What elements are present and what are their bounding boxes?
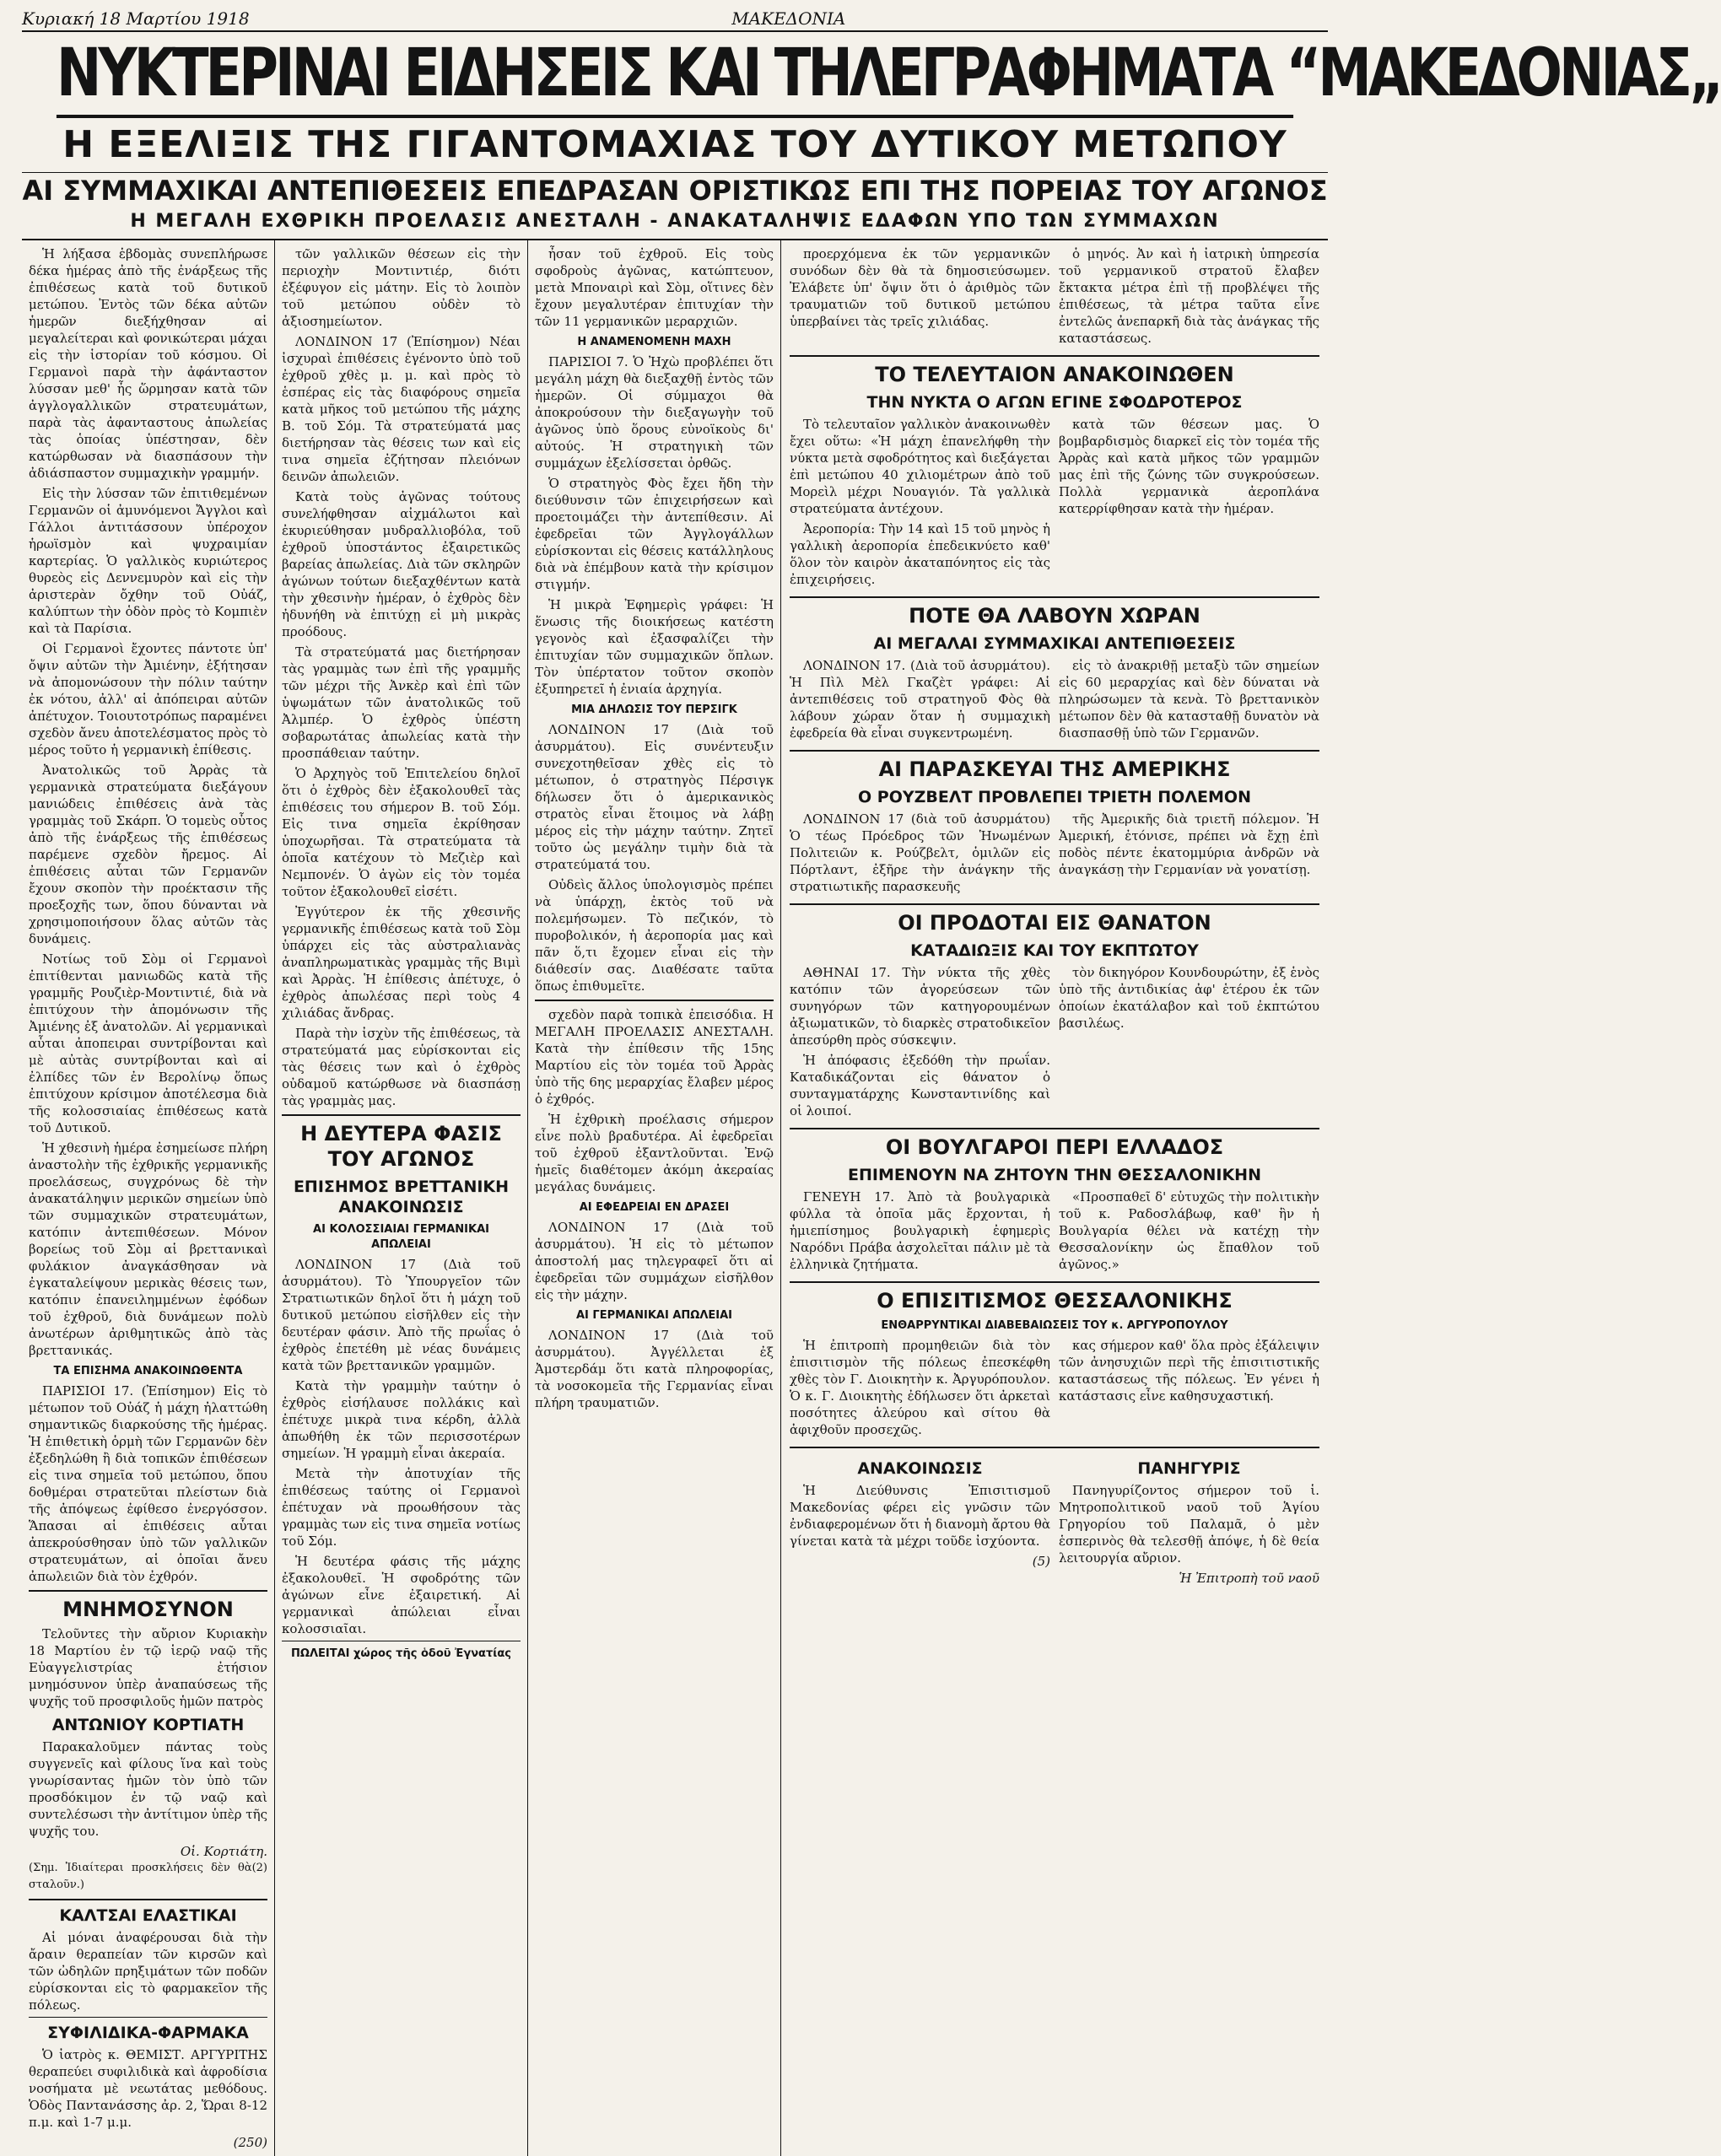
section-title: ΑΙ ΓΕΡΜΑΝΙΚΑΙ ΑΠΩΛΕΙΑΙ xyxy=(576,1309,732,1322)
article-paragraph: Ἀνατολικῶς τοῦ Ἀρρὰς τὰ γερμανικὰ στρατεύματα διεξάγουν μανιώδεις ἐπιθέσεις ἀνὰ τὰς γραμμὰς τοῦ Σκάρπ. Ὁ τομεὺς οὗτος ἀπὸ τῆς ἐνάρξεως τῆς ἐπιθέσεως παρέμενε σχεδὸν ἤρεμος. Αἱ ἐπιθέσεις αὗται τῶν Γερμανῶν ἔχουν σκοπὸν τὴν προέκτασιν τῆς προεξοχῆς των, ὅπου δύνανται νὰ χρησιμοποιήσουν ὅλας αὐτῶν τὰς δυνάμεις. xyxy=(29,763,267,946)
announcement-number: (5) xyxy=(1032,1554,1050,1569)
article-paragraph: κατὰ τῶν θέσεων μας. Ὁ βομβαρδισμὸς διαρκεῖ εἰς τὸν τομέα τῆς Ἀρρὰς καὶ κατὰ μῆκος τῶν γραμμῶν μας ἐπὶ τῆς ζώνης τῶν συγκρούσεων. Πολλὰ γερμανικὰ ἀεροπλάνα κατερρίφθησαν κατὰ τὴν ἡμέραν. xyxy=(1059,417,1319,516)
ad-title: ΚΑΛΤΣΑΙ ΕΛΑΣΤΙΚΑΙ xyxy=(59,1906,237,1925)
festival-box xyxy=(1059,1453,1319,1587)
issue-date: Κυριακή 18 Μαρτίου 1918 xyxy=(22,8,250,29)
section-title: Η ΔΕΥΤΕΡΑ ΦΑΣΙΣ ΤΟΥ ΑΓΩΝΟΣ xyxy=(300,1122,502,1171)
section-title: ΠΑΝΗΓΥΡΙΣ xyxy=(1137,1459,1241,1478)
article-paragraph: τὸν δικηγόρον Κουνδουρώτην, ἐξ ἑνὸς ὑπὸ τῆς ἀντιδικίας ἀφ' ἑτέρου ἐκ τῶν ὁποίων ἐκατάλαβον καὶ τοῦ ἐκπτώτου βασιλέως. xyxy=(1059,965,1319,1031)
article-paragraph: τῶν γαλλικῶν θέσεων εἰς τὴν περιοχὴν Μοντιντιέρ, διότι ἐξέφυγον εἰς μάτην. Εἰς τὸ λοιπὸν τοῦ μετώπου οὐδὲν τὸ ἀξιοσημείωτον. xyxy=(282,246,521,329)
section-subtitle: Ο ΡΟΥΖΒΕΛΤ ΠΡΟΒΛΕΠΕΙ ΤΡΙΕΤΗ ΠΟΛΕΜΟΝ xyxy=(858,788,1251,806)
ad-text: Αἱ μόναι ἀναφέρουσαι διὰ τὴν ἄραιν θεραπείαν τῶν κιρσῶν καὶ τῶν ὠδηλῶν πρηξιμάτων τῶν ποδῶν εὑρίσκονται εἰς τὸ φαρμακεῖον τῆς πόλεως. xyxy=(29,1930,267,2013)
article-paragraph: Τὰ στρατεύματά μας διετήρησαν τὰς γραμμὰς των ἐπὶ τῆς γραμμῆς τῶν μέχρι τῆς Ἀνκὲρ καὶ ἐπὶ τῶν ὑψωμάτων τῶν ἀνατολικῶς τοῦ Ἀλμπέρ. Ὁ ἐχθρὸς ὑπέστη σοβαρωτάτας ἀπωλείας κατὰ τὴν προσπάθειαν ταύτην. xyxy=(282,644,521,761)
article-paragraph: κας σήμερον καθ' ὅλα πρὸς ἐξάλειψιν τῶν ἀνησυχιῶν περὶ τῆς ἐπισιτιστικῆς καταστάσεως τῆς πόλεως. Ἐν γένει ἡ κατάστασις εἶνε καθησυχαστική. xyxy=(1059,1338,1319,1404)
section-title: ΑΙ ΕΦΕΔΡΕΙΑΙ ΕΝ ΔΡΑΣΕΙ xyxy=(579,1201,730,1214)
sub-headline: ΑΙ ΣΥΜΜΑΧΙΚΑΙ ΑΝΤΕΠΙΘΕΣΕΙΣ ΕΠΕΔΡΑΣΑΝ ΟΡΙΣΤΙΚΩΣ ΕΠΙ ΤΗΣ ΠΟΡΕΙΑΣ ΤΟΥ ΑΓΩΝΟΣ xyxy=(22,175,1328,207)
section-subtitle: ΤΗΝ ΝΥΚΤΑ Ο ΑΓΩΝ ΕΓΙΝΕ ΣΦΟΔΡΟΤΕΡΟΣ xyxy=(866,393,1243,412)
article-paragraph: Ἡ ἐπιτροπὴ προμηθειῶν διὰ τὸν ἐπισιτισμὸν τῆς πόλεως ἐπεσκέφθη χθὲς τὸν Γ. Διοικητὴν κ. Ἀργυρόπουλον. Ὁ κ. Γ. Διοικητὴς ἐδήλωσεν ὅτι ἀρκεταὶ ποσότητες ἀλεύρου καὶ σίτου θὰ ἀφιχθοῦν προσεχῶς. xyxy=(790,1338,1050,1437)
article-paragraph: Ἐγγύτερον ἐκ τῆς χθεσινῆς γερμανικῆς ἐπιθέσεως κατὰ τοῦ Σὸμ ὑπάρχει εἰς τὰς αὐστραλιανὰς ἀναπληρωματικὰς γραμμὰς τῆς Βιμὶ καὶ Ἀρρὰς. Ἡ ἐπίθεσις ἀπέτυχε, ὁ ἐχθρὸς ἀπωλέσας περὶ τοὺς 4 χιλιάδας ἄνδρας. xyxy=(282,904,521,1021)
article-paragraph: ΑΘΗΝΑΙ 17. Τὴν νύκτα τῆς χθὲς κατόπιν τῶν ἀγορεύσεων τῶν συνηγόρων τῶν κατηγορουμένων ἀξιωματικῶν, τὸ διαρκὲς στρατοδικεῖον ἀπεσύρθη πρὸς σύσκεψιν. xyxy=(790,965,1050,1048)
column-2 xyxy=(275,240,528,2156)
article-paragraph: Νοτίως τοῦ Σὸμ οἱ Γερμανοὶ ἐπιτίθενται μανιωδῶς κατὰ τῆς γραμμῆς Ρουζιὲρ-Μοντιντιέ, διὰ νὰ ἐπιτύχουν τὴν ἀπομόνωσιν τῆς Ἀμιένης ἐξ ἀνατολῶν. Αἱ γερμανικαὶ αὗται ἀποπειραι συντρίβονται καὶ μὲ αὐτὰς συντρίβονται καὶ αἱ ἐλπίδες τῶν ἐν Βερολίνῳ ὅπως ἐπιτύχουν κρίσιμον ἀποτέλεσμα διὰ τῆς κολοσσιαίας ἐπιθέσεως κατὰ τοῦ Δυτικοῦ. xyxy=(29,951,267,1135)
article-paragraph: ΠΑΡΙΣΙΟΙ 7. Ὁ Ἠχὼ προβλέπει ὅτι μεγάλη μάχη θὰ διεξαχθῇ ἐντὸς τῶν ἡμερῶν. Οἱ σύμμαχοι θὰ ἀποκρούσουν τὴν διεξαγωγὴν τοῦ ἀγῶνος ὑπὸ ὅρους εὐνοϊκοὺς δι' αὐτούς. Ἡ στρατηγικὴ τῶν συμμάχων ἐξελίσσεται ὀρθῶς. xyxy=(535,354,774,471)
article-paragraph: Μετὰ τὴν ἀποτυχίαν τῆς ἐπιθέσεως ταύτης οἱ Γερμανοὶ ἐπέτυχαν νὰ προωθήσουν τὰς γραμμὰς των εἰς τινα σημεῖα νοτίως τοῦ Σόμ. xyxy=(282,1466,521,1549)
section-subtitle: ΕΝΘΑΡΡΥΝΤΙΚΑΙ ΔΙΑΒΕΒΑΙΩΣΕΙΣ ΤΟΥ κ. ΑΡΓΥΡΟΠΟΥΛΟΥ xyxy=(881,1319,1228,1332)
article-paragraph: Ἡ μικρὰ Ἐφημερὶς γράφει: Ἡ ἕνωσις τῆς διοικήσεως κατέστη γεγονὸς καὶ ἐξασφαλίζει τὴν ἐπιτυχίαν τῶν συμμαχικῶν ὅπλων. Τὸν ὑπέρτατον τοῦτον σκοπὸν ἐξυπηρετεῖ ἡ ἐνιαία ἀρχηγία. xyxy=(535,597,774,697)
notice: ΠΩΛΕΙΤΑΙ χώρος τῆς ὁδοῦ Ἐγνατίας xyxy=(291,1647,511,1660)
article-paragraph: ΛΟΝΔΙΝΟΝ 17 (Διὰ τοῦ ἀσυρμάτου). Ἀγγέλλεται ἐξ Ἀμστερδάμ ὅτι κατὰ πληροφορίας, τὰ νοσοκομεῖα τῆς Γερμανίας εἶναι πλήρη τραυματιῶν. xyxy=(535,1328,774,1410)
article-paragraph: ΓΕΝΕΥΗ 17. Ἀπὸ τὰ βουλγαρικὰ φύλλα τὰ ὁποῖα μᾶς ἔρχονται, ἡ ἡμιεπίσημος βουλγαρικὴ ἐφημερὶς Ναρόδνι Πράβα ἀσχολεῖται πάλιν μὲ τὰ ἑλληνικὰ ζητήματα. xyxy=(790,1189,1050,1272)
article-paragraph: προερχόμενα ἐκ τῶν γερμανικῶν συνόδων δὲν θὰ τὰ δημοσιεύσωμεν. Ἐλάβετε ὑπ' ὄψιν ὅτι ὁ ἀριθμὸς τῶν τραυματιῶν τοῦ δυτικοῦ μετώπου ὑπερβαίνει τὰς τρεῖς χιλιάδας. xyxy=(790,246,1050,329)
article-paragraph: Ἡ δευτέρα φάσις τῆς μάχης ἐξακολουθεῖ. Ἡ σφοδρότης τῶν ἀγώνων εἶνε ἐξαιρετική. Αἱ γερμανικαὶ ἀπώλειαι εἶναι κολοσσιαῖαι. xyxy=(282,1554,521,1636)
section-subtitle: ΕΠΙΜΕΝΟΥΝ ΝΑ ΖΗΤΟΥΝ ΤΗΝ ΘΕΣΣΑΛΟΝΙΚΗΝ xyxy=(848,1166,1261,1184)
ad-number: (250) xyxy=(233,2135,267,2150)
article-paragraph: ΛΟΝΔΙΝΟΝ 17 (Διὰ τοῦ ἀσυρμάτου). Ἡ εἰς τὸ μέτωπον ἀποστολή μας τηλεγραφεῖ ὅτι αἱ ἐφεδρεῖαι τῶν συμμάχων εἰσῆλθον εἰς τὴν μάχην. xyxy=(535,1220,774,1302)
main-headline: Η ΕΞΕΛΙΞΙΣ ΤΗΣ ΓΙΓΑΝΤΟΜΑΧΙΑΣ ΤΟΥ ΔΥΤΙΚΟΥ ΜΕΤΩΠΟΥ xyxy=(22,118,1328,173)
section-title: ΤΟ ΤΕΛΕΥΤΑΙΟΝ ΑΝΑΚΟΙΝΩΘΕΝ xyxy=(875,363,1234,386)
article-paragraph: Οἱ Γερμανοὶ ἔχοντες πάντοτε ὑπ' ὄψιν αὐτῶν τὴν Ἀμιένην, ἐξήτησαν νὰ ἀπομονώσουν τὴν πόλιν ταύτην ἐκ νότου, ἀλλ' αἱ ἀπόπειραι αὐτῶν ἀπέτυχον. Τοιουτοτρόπως παραμένει σχεδὸν ἄνευ ἀποτελέσματος πρὸς τὸ μέρος τοῦτο ἡ γερμανικὴ ἐπίθεσις. xyxy=(29,641,267,757)
sub-sub-headline: Η ΜΕΓΑΛΗ ΕΧΘΡΙΚΗ ΠΡΟΕΛΑΣΙΣ ΑΝΕΣΤΑΛΗ - ΑΝΑΚΑΤΑΛΗΨΙΣ ΕΔΑΦΩΝ ΥΠΟ ΤΩΝ ΣΥΜΜΑΧΩΝ xyxy=(22,208,1328,240)
paper-name: ΜΑΚΕΔΟΝΙΑ xyxy=(731,8,846,29)
article-paragraph: εἰς τὸ ἀνακριθῇ μεταξὺ τῶν σημείων εἰς 60 μεραρχίας καὶ δὲν δύναται νὰ πληρώσωμεν τὰ κενὰ. Τὸ βρεττανικὸν μέτωπον δὲν θὰ κατασταθῇ δυνατὸν νὰ διασπασθῇ ὑπὸ τῶν Γερμανῶν. xyxy=(1059,658,1319,741)
announcement-box xyxy=(790,1453,1050,1587)
article-paragraph: Κατὰ τὴν γραμμὴν ταύτην ὁ ἐχθρὸς εἰσήλαυσε πολλάκις καὶ ἐπέτυχε μικρὰ τινα κέρδη, ἀλλὰ ἀπωθήθη ἐκ τῶν περισσοτέρων σημείων. Ἡ γραμμὴ εἶναι ἀκεραία. xyxy=(282,1378,521,1461)
article-paragraph: ΠΑΡΙΣΙΟΙ 17. (Ἐπίσημον) Εἰς τὸ μέτωπον τοῦ Οὐάζ ἡ μάχη ἠλαττώθη σημαντικῶς διαρκούσης τῆς ἡμέρας. Ἡ ἐπιθετικὴ ὁρμὴ τῶν Γερμανῶν δὲν ἐξεδηλώθη ἢ διὰ τοπικῶν ἐπιθέσεων εἰς τινα σημεῖα τοῦ μετώπου, ὅπου δοθμέραι στρατεῦται πλείστων διὰ τῆς ἀπόψεως ἐφίθεσο ἐνεργόσσον. Ἅπασαι αἱ ἐπιθέσεις αὗται ἀπεκρούσθησαν ὑπὸ τῶν γαλλικῶν στρατευμάτων, αἱ ὁποῖαι ἄνευ ἀπωλειῶν διὰ τὸν ἐχθρόν. xyxy=(29,1383,267,1584)
column-4 xyxy=(781,240,1328,2156)
section-title: Η ΑΝΑΜΕΝΟΜΕΝΗ ΜΑΧΗ xyxy=(577,336,731,348)
ad-title: ΣΥΦΙΛΙΔΙΚΑ-ΦΑΡΜΑΚΑ xyxy=(47,2024,249,2042)
masthead: ΝΥΚΤΕΡΙΝΑΙ ΕΙΔΗΣΕΙΣ ΚΑΙ ΤΗΛΕΓΡΑΦΗΜΑΤΑ “ΜΑΚΕΔΟΝΙΑΣ„ xyxy=(57,32,1293,118)
section-subtitle: ΕΠΙΣΗΜΟΣ ΒΡΕΤΤΑΝΙΚΗ ΑΝΑΚΟΙΝΩΣΙΣ xyxy=(293,1178,510,1216)
article-paragraph: Ἡ ἀπόφασις ἐξεδόθη τὴν πρωΐαν. Καταδικάζονται εἰς θάνατον ὁ συνταγματάρχης Κωνσταντινίδης καὶ οἱ λοιποί. xyxy=(790,1053,1050,1118)
article-paragraph: Παρὰ τὴν ἰσχὺν τῆς ἐπιθέσεως, τὰ στρατεύματά μας εὑρίσκονται εἰς τὰς θέσεις των καὶ ὁ ἐχθρὸς οὐδαμοῦ κατώρθωσε νὰ διασπάσῃ τὰς γραμμὰς μας. xyxy=(282,1026,521,1108)
column-1 xyxy=(22,240,275,2156)
article-paragraph: Ἀεροπορία: Τὴν 14 καὶ 15 τοῦ μηνὸς ἡ γαλλικὴ ἀεροπορία ἐπεδεικνύετο καθ' ὅλον τὸν καιρὸν ἀκαταπόνητος εἰς τὰς ἐπιχειρήσεις. xyxy=(790,521,1050,587)
ad-text: Ὁ ἰατρὸς κ. ΘΕΜΙΣΤ. ΑΡΓΥΡΙΤΗΣ θεραπεύει συφιλιδικὰ καὶ ἀφροδίσια νοσήματα μὲ νεωτάτας μεθόδους. Ὁδὸς Παντανάσσης ἀρ. 2, Ὥραι 8-12 π.μ. καὶ 1-7 μ.μ. xyxy=(29,2047,267,2130)
article-paragraph: ΛΟΝΔΙΝΟΝ 17 (Διὰ τοῦ ἀσυρμάτου). Τὸ Ὑπουργεῖον τῶν Στρατιωτικῶν δηλοῖ ὅτι ἡ μάχη τοῦ δυτικοῦ μετώπου εἰσῆλθεν εἰς τὴν δευτέραν φάσιν. Ἀπὸ τῆς πρωΐας ὁ ἐχθρὸς ἐπετέθη μὲ νέας δυνάμεις κατὰ τῶν βρεττανικῶν γραμμῶν. xyxy=(282,1257,521,1373)
section-title: ΑΙ ΠΑΡΑΣΚΕΥΑΙ ΤΗΣ ΑΜΕΡΙΚΗΣ xyxy=(878,757,1231,781)
memorial-signature: Οἱ. Κορτιάτη. xyxy=(180,1844,267,1859)
section-title: ΟΙ ΒΟΥΛΓΑΡΟΙ ΠΕΡΙ ΕΛΛΑΔΟΣ xyxy=(885,1135,1224,1159)
article-paragraph: τῆς Ἀμερικῆς διὰ τριετῆ πόλεμον. Ἡ Ἀμερική, ἐτόνισε, πρέπει νὰ ἔχῃ ἐπὶ ποδὸς πέντε ἑκατομμύρια ἀνδρῶν νὰ ἀναγκάσῃ τὴν Γερμανίαν νὰ γονατίσῃ. xyxy=(1059,811,1319,877)
memorial-note: (Σημ. Ἱδιαίτεραι προσκλήσεις δὲν θὰ σταλοῦν.) (2) xyxy=(29,1862,267,1891)
article-paragraph: Ὁ Ἀρχηγὸς τοῦ Ἐπιτελείου δηλοῖ ὅτι ὁ ἐχθρὸς δὲν ἐξακολουθεῖ τὰς ἐπιθέσεις του σήμερον Β. τοῦ Σόμ. Εἰς τινα σημεῖα ἐκρίθησαν ὑποχωρῆσαι. Τὰ στρατεύματα τὰ ὁποῖα κατέχουν τὸ Μεζιὲρ καὶ Νεμπονέν. Ὁ ἀγὼν εἰς τὸν τομέα τοῦτον ἐξακολουθεῖ εἰσέτι. xyxy=(282,766,521,899)
article-paragraph: Κατὰ τοὺς ἀγῶνας τούτους συνελήφθησαν αἰχμάλωτοι καὶ ἐκυριεύθησαν μυδραλλιοβόλα, τοῦ ἐχθροῦ ὑποστάντος ἐξαιρετικῶς βαρείας ἀπωλείας. Διὰ τῶν σκληρῶν ἀγώνων τούτων διεξαχθέντων κατὰ τὴν χθεσινὴν ἡμέραν, ὁ ἐχθρὸς δὲν ἠδυνήθη νὰ ἐπιτύχῃ εἰ μὴ μικρὰς προόδους. xyxy=(282,489,521,639)
section-title: ΜΙΑ ΔΗΛΩΣΙΣ ΤΟΥ ΠΕΡΣΙΓΚ xyxy=(571,703,737,716)
section-subtitle: ΚΑΤΑΔΙΩΞΙΣ ΚΑΙ ΤΟΥ ΕΚΠΤΩΤΟΥ xyxy=(910,941,1199,960)
section-subsubtitle: ΑΙ ΚΟΛΟΣΣΙΑΙΑΙ ΓΕΡΜΑΝΙΚΑΙ ΑΠΩΛΕΙΑΙ xyxy=(313,1223,489,1251)
article-paragraph: Ἡ χθεσινὴ ἡμέρα ἐσημείωσε πλήρη ἀναστολὴν τῆς ἐχθρικῆς γερμανικῆς προελάσεως, συγχρόνως δὲ τὴν ἀνακατάληψιν μερικῶν σημείων ὑπὸ τῶν συμμαχικῶν στρατευμάτων, κατόπιν ἀντεπιθέσεων. Μόνον βορείως τοῦ Σὸμ αἱ βρεττανικαὶ φυλάκιον ἀναγκάσθησαν νὰ ἐγκαταλείψουν μερικὰς θέσεις των, κατόπιν ἐπανειλημμένων ἐφόδων τοῦ ἐχθροῦ, διὰ δυνάμεων πολὺ ἀνωτέρων ἀριθμητικῶς ἀπὸ τὰς βρεττανικάς. xyxy=(29,1140,267,1358)
article-paragraph: Εἰς τὴν λύσσαν τῶν ἐπιτιθεμένων Γερμανῶν οἱ ἀμυνόμενοι Ἄγγλοι καὶ Γάλλοι ἀντιτάσσουν ὑπέροχον ἡρωϊσμὸν καὶ ψυχραιμίαν καρτερίας. Ὁ γαλλικὸς κυριώτερος θυρεὸς εἰς Δεννεμυρὸν καὶ εἰς τὴν ἀριστερὰν ὄχθην τοῦ Οὐάζ, καλύπτων τὴν ὁδὸν πρὸς τὸ Κομπιὲν καὶ τὰ Παρίσια. xyxy=(29,486,267,636)
article-paragraph: ΛΟΝΔΙΝΟΝ 17 (διὰ τοῦ ἀσυρμάτου) Ὁ τέως Πρόεδρος τῶν Ἡνωμένων Πολιτειῶν κ. Ρούζβελτ, ὁμιλῶν εἰς Πόρτλαντ, ἐξῆρε τὴν ἀνάγκην τῆς στρατιωτικῆς παρασκευῆς xyxy=(790,811,1050,894)
dateline xyxy=(22,8,1328,32)
memorial-name: ΑΝΤΩΝΙΟΥ ΚΟΡΤΙΑΤΗ xyxy=(51,1716,245,1734)
article-paragraph: ΛΟΝΔΙΝΟΝ 17. (Διὰ τοῦ ἀσυρμάτου). Ἡ Πὶλ Μὲλ Γκαζὲτ γράφει: Αἱ ἀντεπιθέσεις τοῦ στρατηγοῦ Φὸς θὰ λάβουν χώραν ὅταν ἡ συμμαχικὴ ἐφεδρεία θὰ εἶναι συγκεντρωμένη. xyxy=(790,658,1050,741)
section-title: ΟΙ ΠΡΟΔΟΤΑΙ ΕΙΣ ΘΑΝΑΤΟΝ xyxy=(898,911,1211,935)
article-paragraph: ἦσαν τοῦ ἐχθροῦ. Εἰς τοὺς σφοδροὺς ἀγῶνας, κατώπτευον, μετὰ Μποναιρὶ καὶ Σὸμ, οἵτινες δὲν ἔχουν μεγαλυτέραν ἐπιτυχίαν τὴν τῶν 11 γερμανικῶν μεραρχιῶν. xyxy=(535,246,774,329)
article-paragraph: «Προσπαθεῖ δ' εὑτυχῶς τὴν πολιτικὴν τοῦ κ. Ραδοσλάβωφ, καθ' ἣν ἡ Βουλγαρία θέλει νὰ κατέχῃ τὴν Θεσσαλονίκην ὡς ἔπαθλον τοῦ ἀγῶνος.» xyxy=(1059,1189,1319,1272)
article-paragraph: σχεδὸν παρὰ τοπικὰ ἐπεισόδια. Η ΜΕΓΑΛΗ ΠΡΟΕΛΑΣΙΣ ΑΝΕΣΤΑΛΗ. Κατὰ τὴν ἐπίθεσιν τῆς 15ης Μαρτίου εἰς τὸν τομέα τοῦ Ἀρρὰς ὑπὸ τῆς 6ης μεραρχίας ἔλαβεν μέρος ὁ ἐχθρός. xyxy=(535,1007,774,1107)
section-title: Ο ΕΠΙΣΙΤΙΣΜΟΣ ΘΕΣΣΑΛΟΝΙΚΗΣ xyxy=(877,1289,1233,1312)
top-continuation xyxy=(790,245,1319,350)
section-title: ΑΝΑΚΟΙΝΩΣΙΣ xyxy=(857,1459,983,1478)
memorial-text: Τελοῦντες τὴν αὔριον Κυριακὴν 18 Μαρτίου ἐν τῷ ἱερῷ ναῷ τῆς Εὐαγγελιστρίας ἐτήσιον μνημόσυνον ὑπὲρ ἀναπαύσεως τῆς ψυχῆς τοῦ προσφιλοῦς ἡμῶν πατρὸς xyxy=(29,1626,267,1709)
memorial-text: Παρακαλοῦμεν πάντας τοὺς συγγενεῖς καὶ φίλους ἵνα καὶ τοὺς γνωρίσαντας ἡμῶν τὸν ὑπὸ τῶν προσδόκιμον ἐν τῷ ναῷ καὶ συντελέσωσι τὴν ἀντίτιμον ὑπὲρ τῆς ψυχῆς του. xyxy=(29,1739,267,1839)
section-title: ΤΑ ΕΠΙΣΗΜΑ ΑΝΑΚΟΙΝΩΘΕΝΤΑ xyxy=(53,1365,243,1377)
festival-signature: Ἡ Ἐπιτροπὴ τοῦ ναοῦ xyxy=(1179,1571,1319,1586)
article-paragraph: ΛΟΝΔΙΝΟΝ 17 (Ἐπίσημον) Νέαι ἰσχυραὶ ἐπιθέσεις ἐγένοντο ὑπὸ τοῦ ἐχθροῦ χθὲς μ. μ. καὶ πρὸς τὸ ἑσπέρας εἰς τὰς διαφόρους σημεῖα κατὰ μῆκος τοῦ μετώπου τῆς μάχης Β. τοῦ Σόμ. Τὰ στρατεύματά μας διετήρησαν τὰς θέσεις των καὶ εἰς τινα σημεῖα ἐζήτησαν πλειόνων δεινῶν ἀπωλειῶν. xyxy=(282,334,521,484)
article-paragraph: Ἡ λήξασα ἑβδομὰς συνεπλήρωσε δέκα ἡμέρας ἀπὸ τῆς ἐνάρξεως τῆς ἐπιθέσεως κατὰ τοῦ δυτικοῦ μετώπου. Ἐντὸς τῶν δέκα αὐτῶν ἡμερῶν διεξήχθησαν αἱ μεγαλείτεραι καὶ φονικώτεραι μάχαι εἰς τὴν ἱστορίαν τοῦ κόσμου. Οἱ Γερμανοὶ παρὰ τὴν ἀφάνταστον λύσσαν μεθ' ἧς ὥρμησαν κατὰ τῶν ἀγγλογαλλικῶν στρατευμάτων, παρὰ τὰς ἀφανταστους ἀπωλείας τὰς ὁποίας ὑπέστησαν, δὲν κατώρθωσαν νὰ διασπάσουν τὴν ἀδιάσπαστον συμμαχικὴν γραμμήν. xyxy=(29,246,267,481)
article-paragraph: Ὁ στρατηγὸς Φὸς ἔχει ἤδη τὴν διεύθυνσιν τῶν ἐπιχειρήσεων καὶ προετοιμάζει τὴν ἀντεπίθεσιν. Αἱ ἐφεδρεῖαι τῶν Ἀγγλογάλλων εὑρίσκονται εἰς θέσεις κατάλληλους διὰ νὰ ἐπέμβουν κατὰ τὴν κρίσιμον στιγμήν. xyxy=(535,476,774,592)
article-paragraph: Τὸ τελευταῖον γαλλικὸν ἀνακοινωθὲν ἔχει οὕτω: «Ἡ μάχη ἐπανελήφθη τὴν νύκτα μετὰ σφοδρότητος καὶ διεξάγεται ἐπὶ μετώπου 40 χιλιομέτρων ἀπὸ τοῦ Μορεὶλ μέχρι Νουαγιόν. Τὰ γαλλικὰ στρατεύματα ἀντέχουν. xyxy=(790,417,1050,516)
memorial-title: ΜΝΗΜΟΣΥΝΟΝ xyxy=(62,1598,234,1621)
article-paragraph: Ἡ ἐχθρικὴ προέλασις σήμερον εἶνε πολὺ βραδυτέρα. Αἱ ἐφεδρεῖαι τοῦ ἐχθροῦ ἐξαντλοῦνται. Ἐνῷ ἡμεῖς διαθέτομεν ἀκόμη ἀκεραίας μεγάλας δυνάμεις. xyxy=(535,1112,774,1194)
article-paragraph: Ἡ Διεύθυνσις Ἐπισιτισμοῦ Μακεδονίας φέρει εἰς γνῶσιν τῶν ἐνδιαφερομένων ὅτι ἡ διανομὴ ἄρτου θὰ γίνεται κατὰ τὰ μέχρι τοῦδε ἰσχύοντα. xyxy=(790,1483,1050,1549)
column-3 xyxy=(528,240,781,2156)
section-title: ΠΟΤΕ ΘΑ ΛΑΒΟΥΝ ΧΩΡΑΝ xyxy=(909,604,1200,628)
article-paragraph: Πανηγυρίζοντος σήμερον τοῦ ἱ. Μητροπολιτικοῦ ναοῦ τοῦ Ἁγίου Γρηγορίου τοῦ Παλαμᾶ, ὁ μὲν ἑσπερινὸς θὰ τελεσθῇ ἀπόψε, ἡ δὲ θεία λειτουργία αὔριον. xyxy=(1059,1483,1319,1566)
article-paragraph: ὁ μηνός. Ἀν καὶ ἡ ἰατρικὴ ὑπηρεσία τοῦ γερμανικοῦ στρατοῦ ἔλαβεν ἔκτακτα μέτρα ἐπὶ τῇ προβλέψει τῆς ἐπιθέσεως, τὰ μέτρα ταῦτα εἶνε ἐντελῶς ἀνεπαρκῆ διὰ τὰς ἀνάγκας τῆς καταστάσεως. xyxy=(1059,246,1319,346)
columns xyxy=(22,240,1328,2150)
article-paragraph: ΛΟΝΔΙΝΟΝ 17 (Διὰ τοῦ ἀσυρμάτου). Εἰς συνέντευξιν συνεχοτηθεῖσαν χθὲς εἰς τὸ μέτωπον, ὁ στρατηγὸς Πέρσιγκ δήλωσεν ὅτι ὁ ἀμερικανικὸς στρατὸς εἶναι ἕτοιμος νὰ λάβῃ μέρος εἰς τὴν μάχην ταύτην. Ζητεῖ τοῦτο ὡς μεγάλην τιμὴν διὰ τὰ στρατεύματά του. xyxy=(535,722,774,872)
section-subtitle: ΑΙ ΜΕΓΑΛΑΙ ΣΥΜΜΑΧΙΚΑΙ ΑΝΤΕΠΙΘΕΣΕΙΣ xyxy=(873,634,1236,653)
article-paragraph: Οὐδεὶς ἄλλος ὑπολογισμὸς πρέπει νὰ ὑπάρχῃ, ἐκτὸς τοῦ νὰ πολεμήσωμεν. Τὸ πεζικόν, τὸ πυροβολικόν, ἡ ἀεροπορία μας καὶ πᾶν ὅ,τι ἔχομεν εἶναι εἰς τὴν διάθεσίν σας. Διαθέσατε ταῦτα ὅπως ἐπιθυμεῖτε. xyxy=(535,877,774,994)
